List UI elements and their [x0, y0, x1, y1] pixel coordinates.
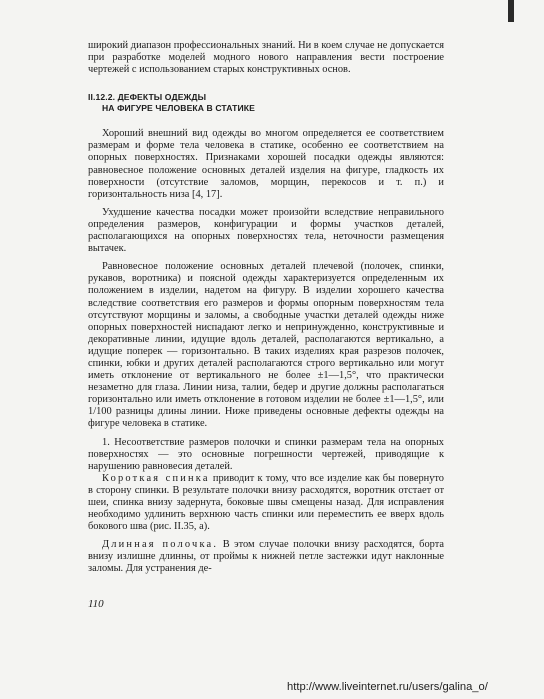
section-heading-line2: НА ФИГУРЕ ЧЕЛОВЕКА В СТАТИКЕ: [102, 103, 255, 114]
page-number: 110: [88, 598, 104, 610]
paragraph-long-front: [88, 539, 444, 575]
term-long-front: Длинная полочка.: [102, 539, 219, 551]
text-column: [88, 40, 444, 576]
watermark-url: http://www.liveinternet.ru/users/galina_o/: [287, 681, 488, 693]
paragraph-fit-quality: Ухудшение качества посадки может произойти вследствие неправильного определения размеров, конфигурации и формы участков деталей, располагающихся на опорных поверхностях тела, неточности размещения вытачек.: [88, 206, 444, 255]
paragraph-balance: Равновесное положение основных деталей плечевой (полочек, спинки, рукавов, воротника) и поясной одежды характеризуется определенным их положением в изделии, надетом на фигуру. В изделии хорошего качества вследствие соответствия его размеров и формы опорным поверхностям тела отсутствуют морщины и заломы, а свободные участки деталей одежды ниже опорных поверхностей ниспадают легко и непринужденно, конструктивные и декоративные линии, идущие вдоль деталей, располагаются вертикально, а идущие поперек — горизонтально. В таких изделиях края разрезов полочек, спинки, юбки и других деталей располагаются строго вертикально или могут иметь отклонение от вертикального не более ±1—1,5°, что практически незаметно для глаза. Линии низа, талии, бедер и другие должны располагаться горизонтально или иметь отклонение в готовом изделии не более ±1—1,5°, или 1/100 разницы длины линии. Ниже приведены основные дефекты одежды на фигуре человека в статике.: [88, 261, 444, 430]
long-front-text: В этом случае полочки внизу расходятся, борта внизу излишне длинны, от проймы к нижней петле застежки идут наклонные заломы. Для устранения де-: [88, 539, 444, 575]
scan-edge-mark: [508, 0, 514, 22]
paragraph-defect-1: 1. Несоответствие размеров полочки и спинки размерам тела на опорных поверхностях — это основные погрешности чертежей, приводящие к нарушению равновесия деталей.: [88, 436, 444, 472]
section-heading: [88, 92, 444, 114]
paragraph-appearance: Хороший внешний вид одежды во многом определяется ее соответствием размерам и форме тела человека в статике, особенно ее соответствием на опорных поверхностях. Признаками хорошей посадки одежды являются: равновесное положение основных деталей изделия на фигуре, гладкость их поверхности (отсутствие заломов, морщин, перекосов и т. п.) и горизонтальность низа [4, 17].: [88, 128, 444, 200]
section-heading-line1: II.12.2. ДЕФЕКТЫ ОДЕЖДЫ: [88, 92, 207, 103]
term-short-back: Короткая спинка: [102, 472, 210, 484]
paragraph-short-back: [88, 473, 444, 533]
short-back-text: приводит к тому, что все изделие как бы повернуто в сторону спинки. В результате полочки внизу расходятся, воротник отстает от шеи, спинка внизу задернута, боковые швы смещены назад. Для исправления необходимо удлинить верхнюю часть спинки или переместить ее вверх вдоль бокового шва (рис. II.35, а).: [88, 472, 445, 533]
paragraph-continued: широкий диапазон профессиональных знаний. Ни в коем случае не допускается при разработке моделей модного нового направления вести построение чертежей с использованием старых конструктивных основ.: [88, 40, 444, 76]
